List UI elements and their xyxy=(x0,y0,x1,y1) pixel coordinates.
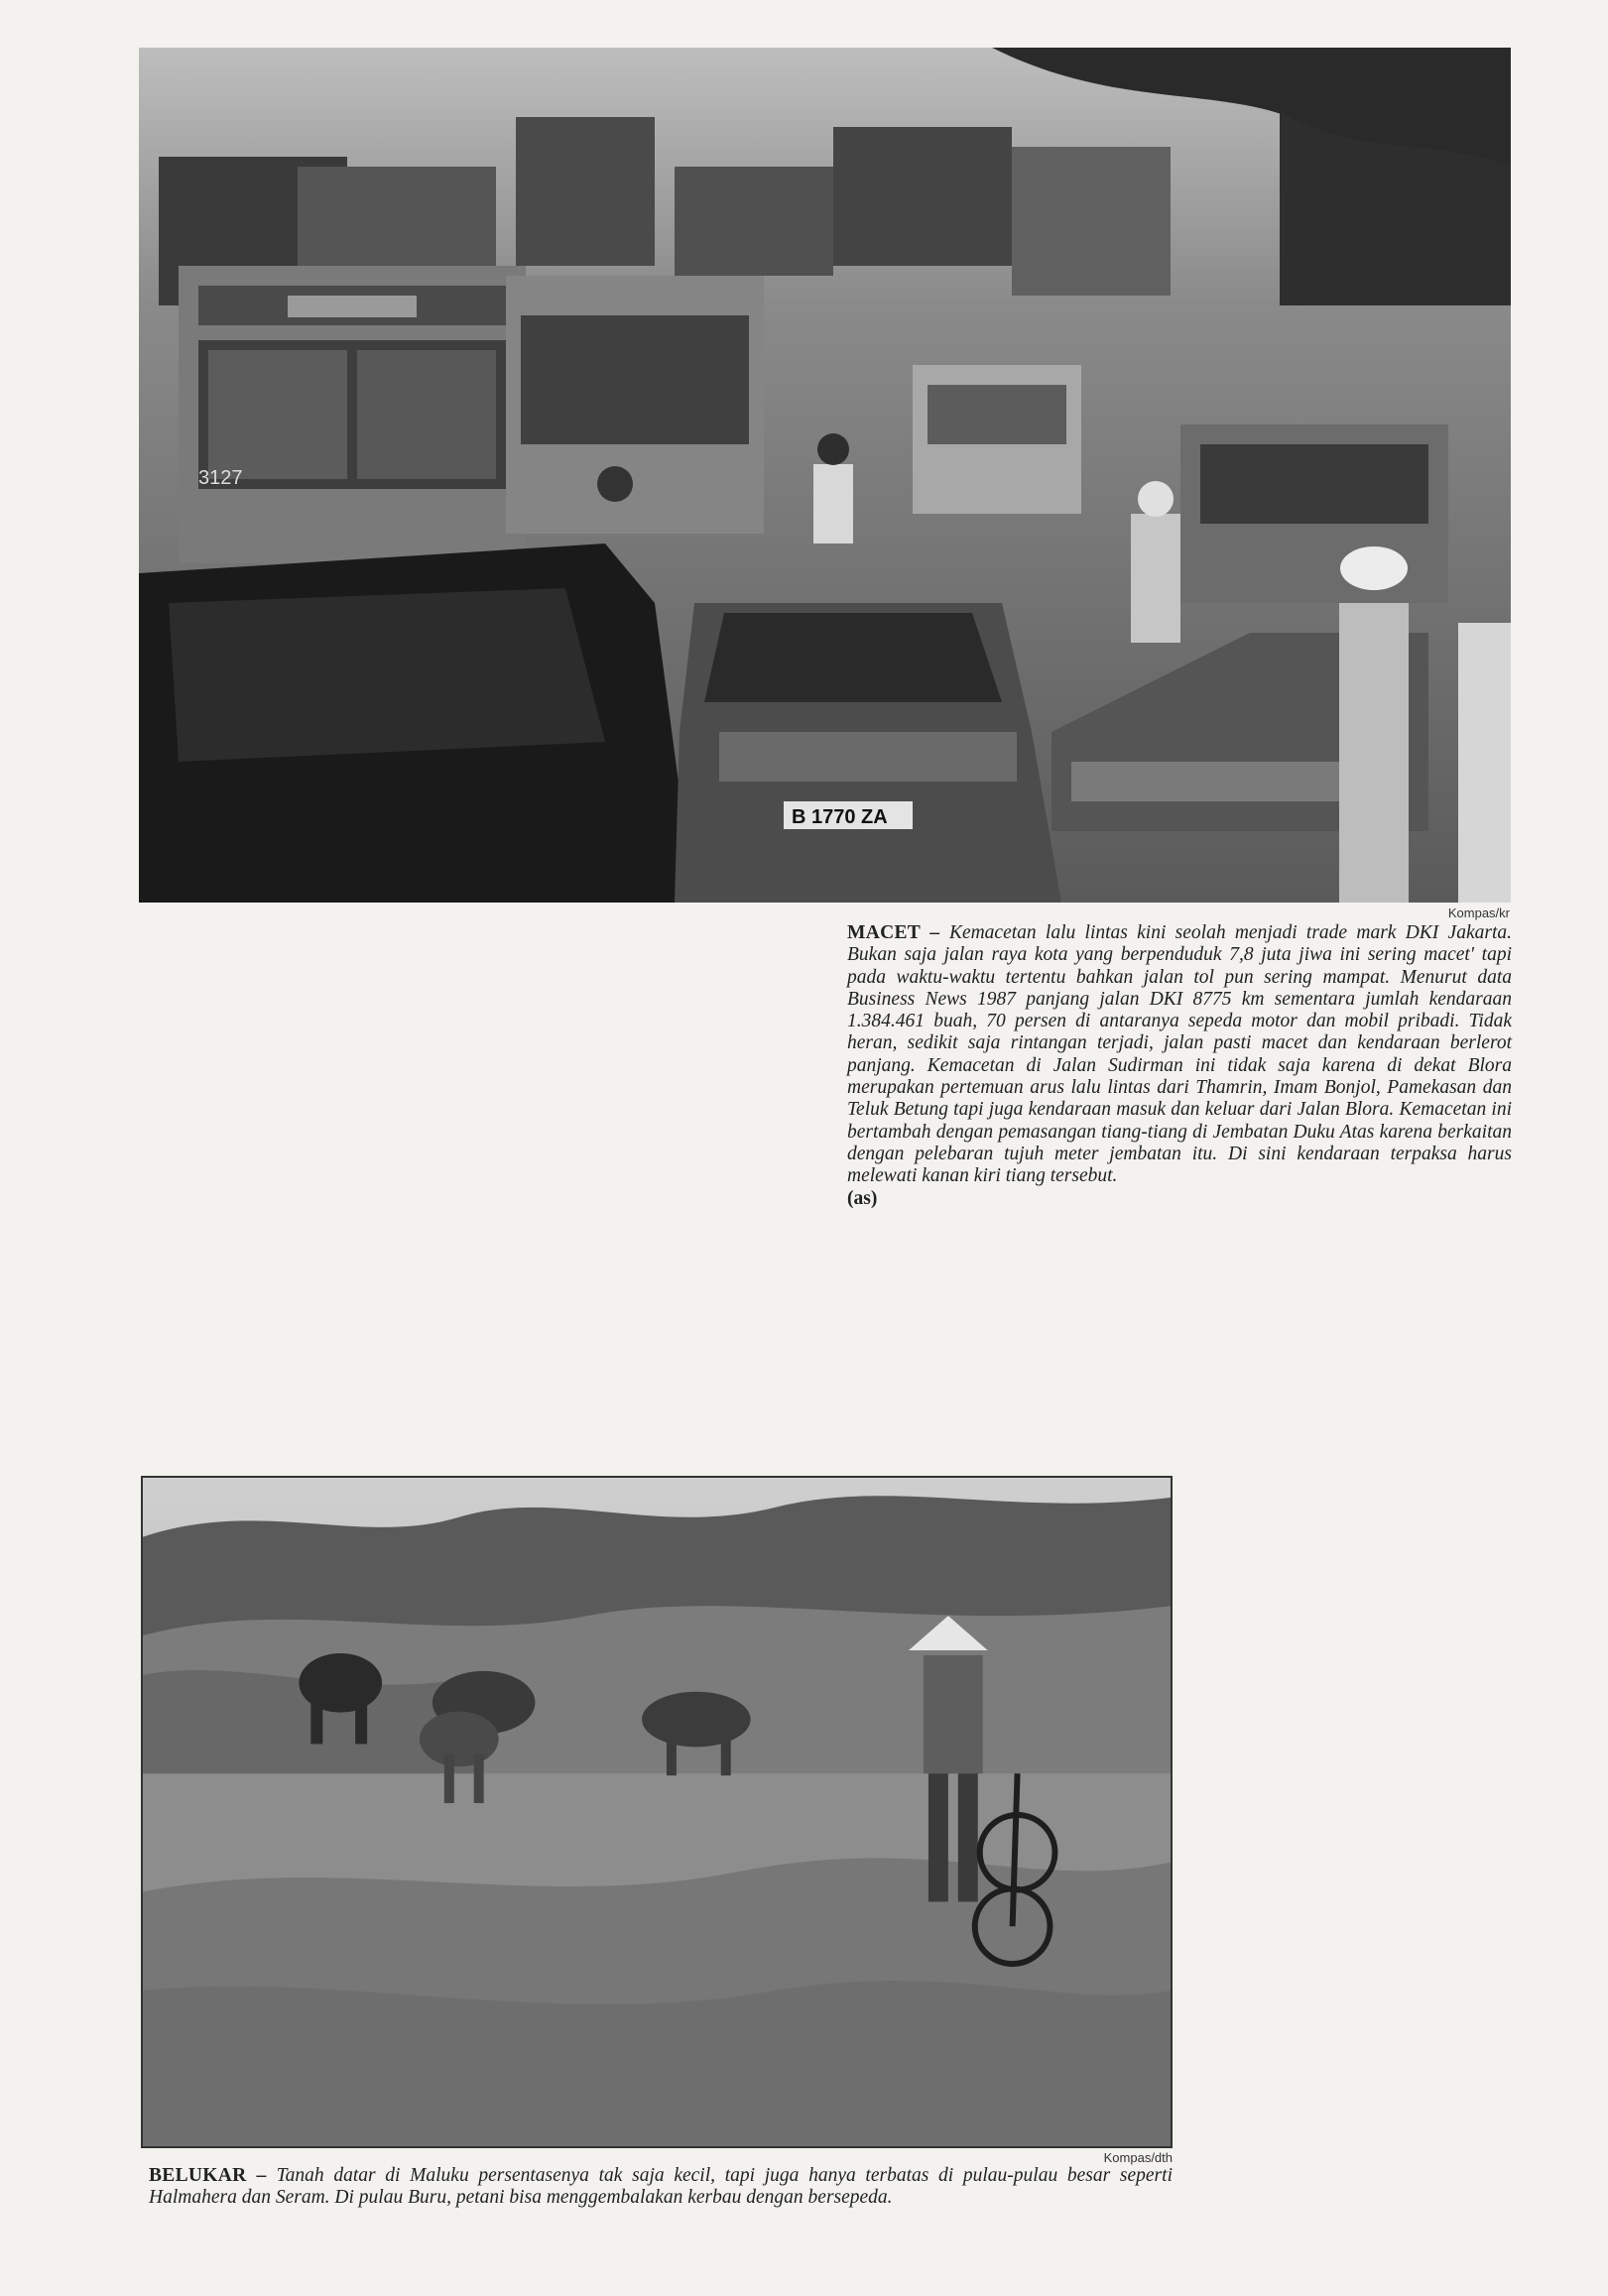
caption-dash: – xyxy=(920,922,949,943)
caption-body: Tanah datar di Maluku persentasenya tak saja kecil, tapi juga hanya terbatas di pulau-pulau besar seperti Halmahera dan Seram. Di pulau Buru, petani bisa menggembalakan kerbau dengan bersepeda. xyxy=(149,2165,1173,2209)
caption-body: Kemacetan lalu lintas kini seolah menjadi trade mark DKI Jakarta. Bukan saja jalan raya kota yang berpenduduk 7,8 juta jiwa ini sering macet' tapi pada waktu-waktu tertentu bahkan jalan tol pun sering mampat. Menurut data Business News 1987 panjang jalan DKI 8775 km sementara jumlah kendaraan 1.384.461 buah, 70 persen di antaranya sepeda motor dan mobil pribadi. Tidak heran, sedikit saja rintangan terjadi, jalan pasti macet dan kendaraan berlerot panjang. Kemacetan di Jalan Sudirman ini tidak saja karena di dekat Blora merupakan pertemuan arus lalu lintas dari Thamrin, Imam Bonjol, Pamekasan dan Teluk Betung tapi juga kendaraan masuk dan keluar dari Jalan Blora. Kemacetan ini bertambah dengan pemasangan tiang-tiang di Jembatan Duku Atas karena berkaitan dengan pelebaran tujuh meter jembatan itu. Di sini kendaraan terpaksa harus melewati kanan kiri tiang tersebut. xyxy=(847,922,1513,1187)
photo-credit: Kompas/kr xyxy=(1447,906,1510,920)
traffic-jam-photo xyxy=(139,48,1511,903)
caption-heading: MACET xyxy=(847,922,921,943)
traffic-caption xyxy=(847,922,1512,1210)
caption-signature: (as) xyxy=(847,1187,878,1209)
caption-heading: BELUKAR xyxy=(149,2165,247,2186)
bus-number-label: 3127 xyxy=(198,467,243,489)
field-caption xyxy=(149,2165,1173,2210)
field-buffalo-photo xyxy=(141,1476,1173,2148)
car-plate-label: B 1770 ZA xyxy=(792,806,888,828)
photo-credit: Kompas/dth xyxy=(1103,2150,1173,2165)
caption-dash: – xyxy=(246,2165,277,2186)
